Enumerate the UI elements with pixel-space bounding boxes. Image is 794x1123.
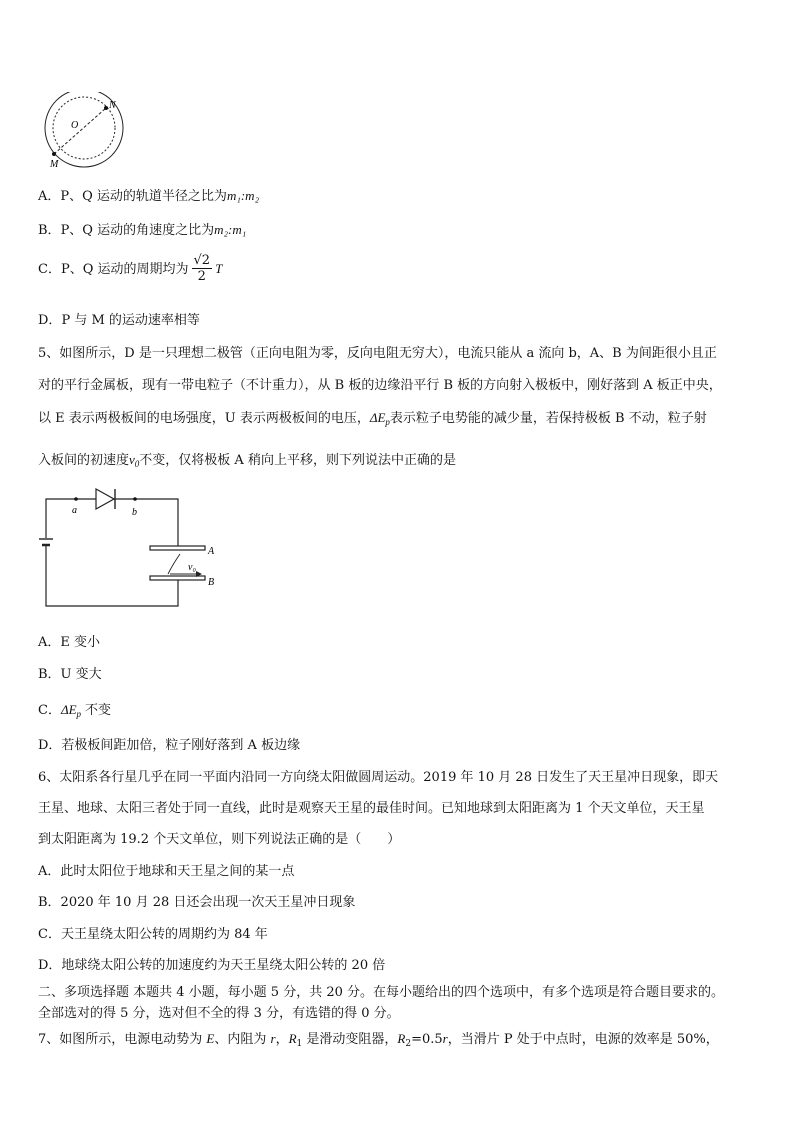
q5-option-a: A．E 变小 xyxy=(38,635,101,650)
point-m xyxy=(52,152,56,156)
q6-line-2: 王星、地球、太阳三者处于同一直线，此时是观察天王星的最佳时间。已知地球到太阳距离为 1 个天文单位，天王星 xyxy=(38,801,705,816)
section-2-line-2: 全部选对的得 5 分，选对但不全的得 3 分，有选错的得 0 分。 xyxy=(38,1006,400,1021)
label-b: b xyxy=(132,507,137,518)
label-o: O xyxy=(71,120,79,131)
q4-option-d: D．P 与 M 的运动速率相等 xyxy=(38,313,200,328)
label-velocity: v₀ xyxy=(188,562,196,573)
q5-line-4: 入板间的初速度$v_0$不变，仅将极板 A 稍向上平移，则下列说法中正确的是 xyxy=(38,452,456,469)
label-plate-b: B xyxy=(208,577,215,588)
node-a xyxy=(74,497,78,501)
q5-option-d: D．若极板间距加倍，粒子刚好落到 A 板边缘 xyxy=(38,738,301,753)
fraction: $\frac{√2}{2}$ xyxy=(193,253,211,285)
q4-option-b: B．P、Q 运动的角速度之比为m₂:m₁ xyxy=(38,222,247,238)
q5-option-c: C．$\Delta E_p$ 不变 xyxy=(38,702,112,719)
label-m: M xyxy=(50,159,59,170)
plate-a xyxy=(150,546,205,550)
q6-line-1: 6、太阳系各行星几乎在同一平面内沿同一方向绕太阳做圆周运动。2019 年 10 月 28 日发生了天王星冲日现象，即天 xyxy=(38,770,719,785)
q6-option-d: D．地球绕太阳公转的加速度约为天王星绕太阳公转的 20 倍 xyxy=(38,958,386,973)
q5-line-3: 以 E 表示两极板间的电场强度，U 表示两极板间的电压，$\Delta E_p$表示粒子电势能的减少量，若保持极板 B 不动，粒子射 xyxy=(38,410,707,427)
node-b xyxy=(133,497,137,501)
wire-top xyxy=(46,499,178,546)
section-2-line-1: 二、多项选择题 本题共 4 小题，每小题 5 分，共 20 分。在每小题给出的四个选项中，有多个选项是符合题目要求的。 xyxy=(38,985,725,1000)
particle-path xyxy=(168,554,180,574)
q6-line-3: 到太阳距离为 19.2 个天文单位，则下列说法正确的是（ ） xyxy=(38,832,401,847)
q5-line-1: 5、如图所示，D 是一只理想二极管（正向电阻为零，反向电阻无穷大），电流只能从 a 流向 b，A、B 为间距很小且正 xyxy=(38,346,717,361)
label-plate-a: A xyxy=(208,546,215,557)
q5-option-b: B．U 变大 xyxy=(38,667,102,682)
q4-option-c: C．P、Q 运动的周期均为 $\frac{√2}{2}$ T xyxy=(38,253,223,285)
label-a: a xyxy=(72,505,77,516)
q4-option-a: A．P、Q 运动的轨道半径之比为m₁:m₂ xyxy=(38,188,260,204)
q5-line-2: 对的平行金属板，现有一带电粒子（不计重力），从 B 板的边缘沿平行 B 板的方向射入极板中，刚好落到 A 板正中央， xyxy=(38,378,722,393)
q6-option-b: B．2020 年 10 月 28 日还会出现一次天王星冲日现象 xyxy=(38,895,356,910)
orbit-diagram xyxy=(38,92,130,172)
q6-option-a: A．此时太阳位于地球和天王星之间的某一点 xyxy=(38,864,295,879)
q6-option-c: C．天王星绕太阳公转的周期约为 84 年 xyxy=(38,927,268,942)
circuit-diagram xyxy=(38,484,228,612)
label-n: N xyxy=(109,100,116,111)
diameter-line xyxy=(54,108,106,154)
point-n xyxy=(104,106,108,110)
diode-icon xyxy=(96,489,114,509)
q7-line-1: 7、如图所示，电源电动势为 E、内阻为 r，$R_1$ 是滑动变阻器，$R_2=0.5r$，当滑片 P 处于中点时，电源的效率是 50%， xyxy=(38,1031,719,1049)
